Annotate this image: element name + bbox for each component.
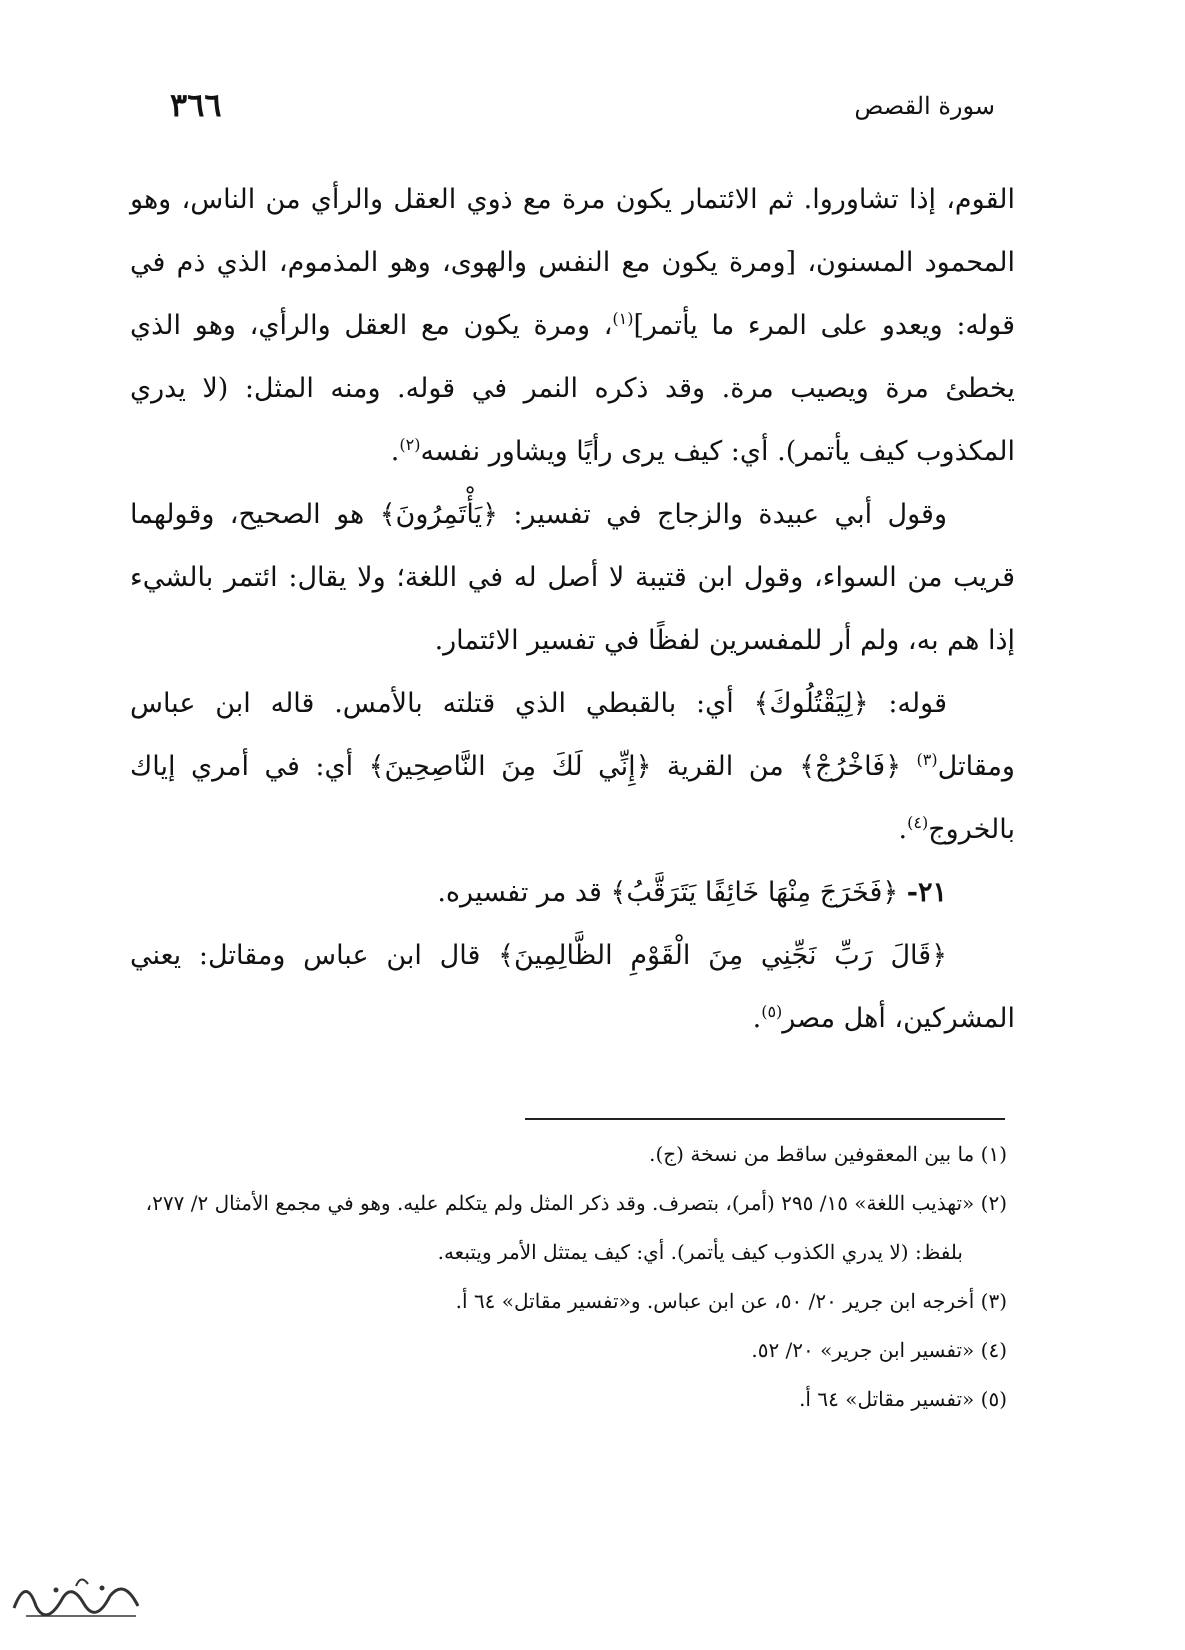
quran-quote: ﴿فَاخْرُجْ﴾ bbox=[799, 751, 902, 782]
quran-quote: ﴿فَخَرَجَ مِنْهَا خَائِفًا يَتَرَقَّبُ﴾ bbox=[610, 877, 907, 908]
text-span: هو الصحيح، وقولهما قريب من السواء، وقول ابن قتيبة لا أصل له في اللغة؛ ولا يقال: ائتمر بالشيء إذا هم به، ولم أر للمفسرين لفظًا في تفسير الائتمار. bbox=[130, 499, 1015, 656]
publisher-logo bbox=[6, 1566, 156, 1636]
text-span: أي: في أمري إياك بالخروج bbox=[130, 751, 1015, 845]
footnote-ref[interactable]: (٤) bbox=[907, 813, 929, 832]
text-span: وقول أبي عبيدة والزجاج في تفسير: bbox=[497, 499, 947, 530]
footnote: (٣) أخرجه ابن جرير ٢٠/ ٥٠، عن ابن عباس. و«تفسير مقاتل» ٦٤ أ. bbox=[455, 1289, 1007, 1313]
logo-graphic bbox=[6, 1566, 156, 1636]
main-text bbox=[130, 168, 1015, 1050]
footnote: (٢) «تهذيب اللغة» ١٥/ ٢٩٥ (أمر)، بتصرف. وقد ذكر المثل ولم يتكلم عليه. وهو في مجمع الأمثال ٢/ ٢٧٧، بلفظ: (لا يدري الكذوب كيف يأتمر). أي: كيف يمتثل الأمر ويتبعه. bbox=[145, 1191, 1007, 1264]
footnote-divider bbox=[525, 1118, 1005, 1120]
footnote: (١) ما بين المعقوفين ساقط من نسخة (ج). bbox=[649, 1142, 1007, 1166]
paragraph-2 bbox=[130, 483, 1015, 672]
text-span: القوم، إذا تشاوروا. ثم الائتمار يكون مرة مع ذوي العقل والرأي من الناس، وهو المحمود المسنون، [ومرة يكون مع النفس والهوى، وهو المذموم، الذي ذم في قوله: ويعدو على المرء ما يأتمر] bbox=[130, 184, 1015, 341]
footnote-ref[interactable]: (٣) bbox=[916, 750, 938, 769]
footnote-ref[interactable]: (٥) bbox=[761, 1002, 783, 1021]
verse-number: ٢١- bbox=[906, 877, 947, 908]
text-span: . bbox=[752, 1003, 762, 1034]
text-span: ، ومرة يكون مع العقل والرأي، وهو الذي يخطئ مرة ويصيب مرة. وقد ذكره النمر في قوله. ومنه المثل: (لا يدري المكذوب كيف يأتمر). أي: كيف يرى رأيًا ويشاور نفسه bbox=[130, 310, 1015, 467]
quran-quote: ﴿قَالَ رَبِّ نَجِّنِي مِنَ الْقَوْمِ الظَّالِمِينَ﴾ bbox=[498, 940, 948, 971]
quran-quote: ﴿لِيَقْتُلُوكَ﴾ bbox=[753, 688, 869, 719]
footnotes bbox=[130, 1130, 1007, 1424]
text-span bbox=[901, 751, 917, 782]
paragraph-5 bbox=[130, 924, 1015, 1050]
footnote: (٤) «تفسير ابن جرير» ٢٠/ ٥٢. bbox=[751, 1338, 1007, 1362]
text-span: قد مر تفسيره. bbox=[437, 877, 611, 908]
quran-quote: ﴿يَأْتَمِرُونَ﴾ bbox=[379, 499, 498, 530]
running-title: سورة القصص bbox=[854, 92, 995, 120]
text-span: . bbox=[898, 814, 908, 845]
text-span: قال ابن عباس ومقاتل: يعني المشركين، أهل مصر bbox=[130, 940, 1015, 1034]
page-number: ٣٦٦ bbox=[170, 86, 222, 124]
paragraph-1 bbox=[130, 168, 1015, 483]
text-span: قوله: bbox=[868, 688, 947, 719]
paragraph-4 bbox=[130, 861, 1015, 924]
text-span: من القرية bbox=[651, 751, 800, 782]
text-span: أي: بالقبطي الذي قتلته بالأمس. قاله ابن عباس ومقاتل bbox=[130, 688, 1015, 782]
footnote-ref[interactable]: (١) bbox=[612, 309, 634, 328]
page-header bbox=[170, 86, 995, 130]
quran-quote: ﴿إِنِّي لَكَ مِنَ النَّاصِحِينَ﴾ bbox=[368, 751, 652, 782]
paragraph-3 bbox=[130, 672, 1015, 861]
footnote: (٥) «تفسير مقاتل» ٦٤ أ. bbox=[799, 1387, 1007, 1411]
text-span: . bbox=[390, 436, 400, 467]
footnote-ref[interactable]: (٢) bbox=[399, 435, 421, 454]
